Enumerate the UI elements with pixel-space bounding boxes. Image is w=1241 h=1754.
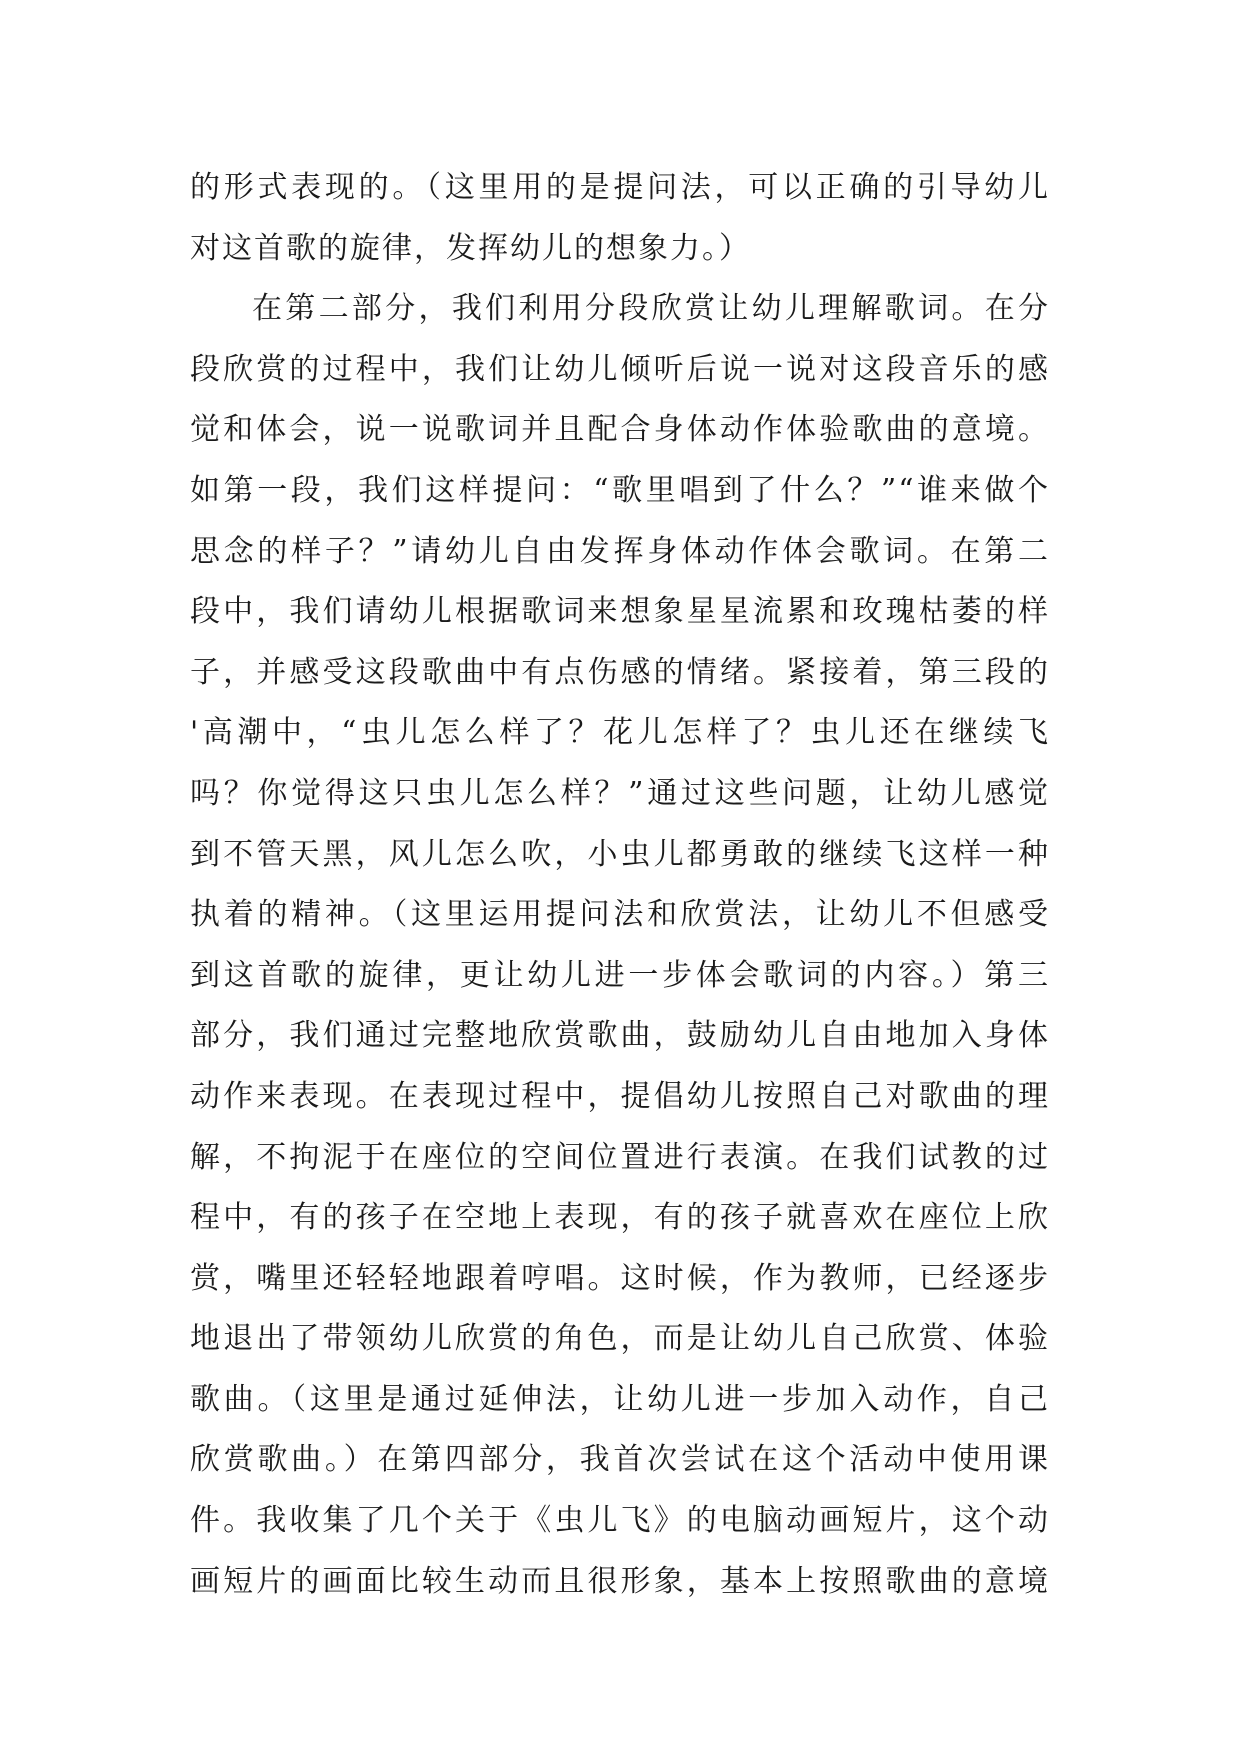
- text-line: 段中，我们请幼儿根据歌词来想象星星流累和玫瑰枯萎的样: [190, 594, 1050, 630]
- text-line: 思念的样子？”请幼儿自由发挥身体动作体会歌词。在第二: [190, 533, 1050, 569]
- text-line: 段欣赏的过程中，我们让幼儿倾听后说一说对这段音乐的感: [190, 351, 1050, 387]
- text-line: 吗？你觉得这只虫儿怎么样？”通过这些问题，让幼儿感觉: [190, 775, 1050, 811]
- text-line: 对这首歌的旋律，发挥幼儿的想象力。）: [190, 230, 751, 266]
- body-text: [190, 158, 1050, 1612]
- text-line: 执着的精神。（这里运用提问法和欣赏法，让幼儿不但感受: [190, 897, 1050, 933]
- text-line: 赏，嘴里还轻轻地跟着哼唱。这时候，作为教师，已经逐步: [190, 1260, 1050, 1296]
- text-line: 动作来表现。在表现过程中，提倡幼儿按照自己对歌曲的理: [190, 1078, 1050, 1114]
- text-line: 的形式表现的。（这里用的是提问法，可以正确的引导幼儿: [190, 170, 1050, 205]
- text-line: 画短片的画面比较生动而且很形象，基本上按照歌曲的意境: [190, 1563, 1050, 1599]
- text-line: 歌曲。（这里是通过延伸法，让幼儿进一步加入动作，自己: [190, 1381, 1050, 1417]
- text-line: 欣赏歌曲。）在第四部分，我首次尝试在这个活动中使用课: [190, 1442, 1050, 1478]
- text-line: 子，并感受这段歌曲中有点伤感的情绪。紧接着，第三段的: [190, 654, 1050, 690]
- text-line: 到这首歌的旋律，更让幼儿进一步体会歌词的内容。）第三: [190, 957, 1050, 993]
- text-line: 如第一段，我们这样提问：“歌里唱到了什么？”“谁来做个: [190, 472, 1050, 508]
- text-line: 部分，我们通过完整地欣赏歌曲，鼓励幼儿自由地加入身体: [190, 1018, 1050, 1054]
- text-line: 件。我收集了几个关于《虫儿飞》的电脑动画短片，这个动: [190, 1503, 1050, 1539]
- text-line: 程中，有的孩子在空地上表现，有的孩子就喜欢在座位上欣: [190, 1200, 1050, 1236]
- text-line: '高潮中，“虫儿怎么样了？花儿怎样了？虫儿还在继续飞: [190, 715, 1050, 751]
- text-line: 在第二部分，我们利用分段欣赏让幼儿理解歌词。在分: [252, 291, 1050, 327]
- text-line: 觉和体会，说一说歌词并且配合身体动作体验歌曲的意境。: [190, 412, 1050, 448]
- text-line: 到不管天黑，风儿怎么吹，小虫儿都勇敢的继续飞这样一种: [190, 836, 1050, 872]
- text-line: 地退出了带领幼儿欣赏的角色，而是让幼儿自己欣赏、体验: [190, 1321, 1050, 1357]
- text-line: 解，不拘泥于在座位的空间位置进行表演。在我们试教的过: [190, 1139, 1050, 1175]
